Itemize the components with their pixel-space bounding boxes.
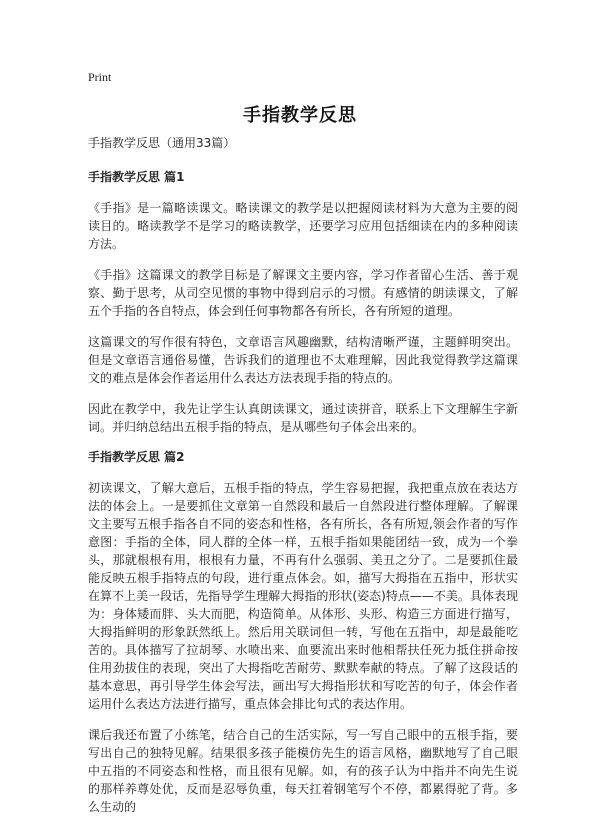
paragraph: 《手指》这篇课文的教学目标是了解课文主要内容，学习作者留心生活、善于观察、勤于思考，从司空见惯的事物中得到启示的习惯。有感情的朗读课文，了解五个手指的各自特点，体会到任何事物都各有所长，各有所短的道理。 [88,268,518,318]
paragraph: 初读课文，了解大意后，五根手指的特点，学生容易把握，我把重点放在表达方法的体会上。一是要抓住文章第一自然段和最后一自然段进行整体理解。了解课文主要写五根手指各自不同的姿态和性格，各有所长，各有所短,领会作者的写作意图：手指的全体，同人群的全体一样，五根手指如果能团结一致，成为一个拳头，那就根根有用，根根有力量，不再有什么强弱、美丑之分了。二是要抓住最能反映五根手指特点的句段，进行重点体会。如，描写大拇指在五指中，形状实在算不上美一段话，先指导学生理解大拇指的形状(姿态)特点——不美。具体表现为：身体矮而胖、头大而肥，构造简单。从体形、头形、构造三方面进行描写，大拇指鲜明的形象跃然纸上。然后用关联词但一转，写他在五指中，却是最能吃苦的。具体描写了拉胡琴、水喷出来、血要流出来时他相帮扶任死力抵住拼命按住用劲拔住的表现，突出了大拇指吃苦耐劳、默默奉献的特点。了解了这段话的基本意思，再引导学生体会写法，画出写大拇指形状和写吃苦的句子，体会作者运用什么表达方法进行描写，重点体会排比句式的表达作用。 [88,481,518,711]
document-title: 手指教学反思 [243,105,357,126]
print-label: Print [88,70,112,84]
paragraph: 课后我还布置了小练笔，结合自己的生活实际，写一写自己眼中的五根手指，要写出自己的独特见解。结果很多孩子能模仿先生的语言风格，幽默地写了自己眼中五指的不同姿态和性格，而且很有见解。如，有的孩子认为中指并不向先生说的那样养尊处优，反而是忍辱负重，每天扛着钢笔写个不停，都累得驼了背。多么生动的 [88,728,518,814]
section-heading: 手指教学反思 篇1 [88,170,185,184]
paragraph: 这篇课文的写作很有特色，文章语言风趣幽默，结构清晰严谨，主题鲜明突出。但是文章语言通俗易懂，告诉我们的道理也不太难理解，因此我觉得教学这篇课文的难点是体会作者运用什么表达方法表现手指的特点的。 [88,335,518,385]
document-subtitle: 手指教学反思（通用33篇） [88,136,236,150]
section-heading: 手指教学反思 篇2 [88,450,185,464]
paragraph: 《手指》是一篇略读课文。略读课文的教学是以把握阅读材料为大意为主要的阅读目的。略读教学不是学习的略读教学，还要学习应用包括细读在内的多种阅读方法。 [88,201,518,251]
paragraph: 因此在教学中，我先让学生认真朗读课文，通过读拼音，联系上下文理解生字新词。并归纳总结出五根手指的特点，是从哪些句子体会出来的。 [88,402,518,434]
section-2 [88,449,518,816]
section-1 [88,169,518,436]
document-body [88,135,518,829]
